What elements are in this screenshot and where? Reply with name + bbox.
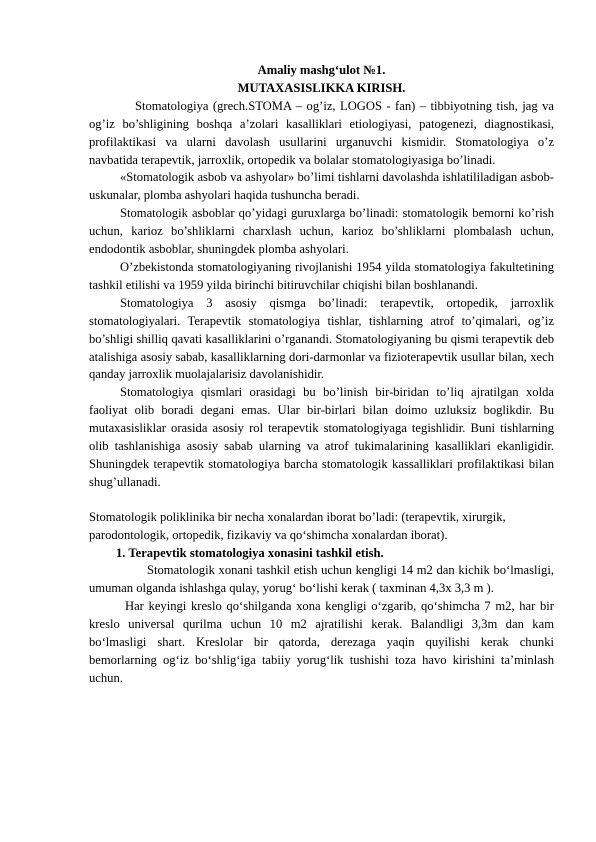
section-heading: 1. Terapevtik stomatologiya xonasini tashkil etish. — [116, 545, 384, 560]
paragraph-divisions: Stomatologiya 3 asosiy qismga bo’linadi: terapevtik, ortopedik, jarroxlik stomatologiyalari. Terapevtik stomatologiya tishlar, tishlarning atrof to’qimalari, og’iz bo’shligi shilliq qavati kasalliklarini o’rganandi. Stomatologiyaning bu qismi terapevtik deb atalishiga asosiy sabab, kasalliklarning dori-darmonlar va fizioterapevtik usullar bilan, xech qanday jarroxlik muolajalarisiz davolanishidir. — [89, 295, 554, 382]
paragraph-history: O’zbekistonda stomatologiyaning rivojlanishi 1954 yilda stomatologiya fakultetining tashkil etilishi va 1959 yilda birinchi bitiruvchilar chiqishi bilan boshlanandi. — [89, 259, 554, 292]
paragraph-room-layout: Har keyingi kreslo qo‘shilganda xona kengligi o‘zgarib, qo‘shimcha 7 m2, har bir kreslo universal qurilma uchun 10 m2 ajratilishi kerak. Balandligi 3,3m dan kam bo‘lmasligi shart. Kreslolar bir qatorda, derezaga yaqin quyilishi kerak chunki bemorlarning og‘iz bo‘shlig‘iga tabiiy yorug‘lik tushishi toza havo kirishini ta’minlash uchun. — [89, 599, 554, 685]
document-body — [89, 62, 554, 688]
paragraph-instruments: «Stomatologik asbob va ashyolar» bo’limi tishlarni davolashda ishlatililadigan asbob-uskunalar, plomba ashyolari haqida tushuncha beradi. — [89, 170, 554, 203]
paragraph-instrument-groups: Stomatologik asboblar qo’yidagi guruxlarga bo’linadi: stomatologik bemorni ko’rish uchun, karioz bo’shliklarni charxlash uchun, karioz bo’shliklarni plombalash uchun, endodontik asboblar, shuningdek plomba ashyolari. — [89, 206, 554, 257]
paragraph-poliklinika: Stomatologik poliklinika bir necha xonalardan iborat bo’ladi: (terapevtik, xirurgik, parodontologik, ortopedik, fizikaviy va qo‘shimcha xonalardan iborat). — [89, 509, 506, 542]
paragraph-room-size: Stomatologik xonani tashkil etish uchun kengligi 14 m2 dan kichik bo‘lmasligi, umuman olganda ishlashga qulay, yorug‘ bo‘lishi kerak ( taxminan 4,3x 3,3 m ). — [89, 563, 554, 596]
document-subtitle: MUTAXASISLIKKA KIRISH. — [237, 80, 406, 95]
document-title: Amaliy mashg‘ulot №1. — [257, 63, 386, 77]
paragraph-intro: Stomatologiya (grech.STOMA – og’iz, LOGOS - fan) – tibbiyotning tish, jag va og’iz bo’shligining boshqa a’zolari kasalliklari etiologiyasi, patogenezi, diagnostikasi, profilaktikasi va ularni davolash usullarini urganuvchi kismidir. Stomatologiya o’z navbatida terapevtik, jarroxlik, ortopedik va bolalar stomatologiyasiga bo’linadi. — [89, 98, 554, 167]
paragraph-specialties: Stomatologiya qismlari orasidagi bu bo’linish bir-biridan to’liq ajratilgan xolda faoliyat olib boradi degani emas. Ular bir-birlari bilan doimo uzluksiz boglikdir. Bu mutaxasisliklar orasida asosiy rol terapevtik stomatologiyaga tegishlidir. Buni tishlarning olib tashlanishiga asosiy sabab ularning va atrof tukimalarining kasalliklari ekanligidir. Shuningdek terapevtik stomatologiya barcha stomatologik kassalliklari profilaktikasi bilan shug’ullanadi. — [89, 385, 554, 489]
